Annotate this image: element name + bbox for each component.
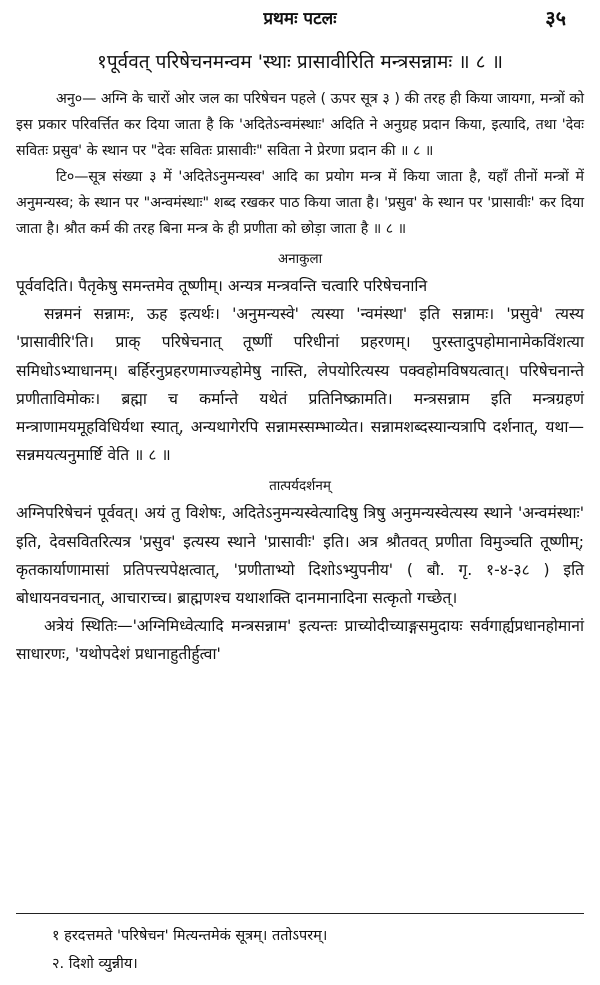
sutra-text: १पूर्ववत् परिषेचनमन्वम 'स्थाः प्रासावीरिति मन्त्रसन्नामः ॥ ८ ॥: [97, 51, 503, 73]
running-header: [16, 4, 584, 34]
hindi-translation: अनु०— अग्नि के चारों ओर जल का परिषेचन पहले ( ऊपर सूत्र ३ ) की तरह ही किया जायगा, मन्त्रों को इस प्रकार परिवर्त्तित कर दिया जाता है कि 'अदितेऽन्वमंस्थाः' अदिति ने अनुग्रह प्रदान किया, इत्यादि, तथा 'देवः सवितः प्रसुव' के स्थान पर "देवः सवितः प्रासावीः" सविता ने प्रेरणा प्रदान की ॥ ८ ॥: [16, 91, 584, 159]
tatparya-heading: तात्पर्यदर्शनम्: [269, 478, 331, 495]
chapter-title: प्रथमः पटलः: [263, 9, 337, 29]
footnotes: [52, 922, 584, 978]
anakula-paragraph-1: पूर्ववदिति। पैतृकेषु समन्तमेव तूष्णीम्। अन्यत्र मन्त्रवन्ति चत्वारि परिषेचनानि: [16, 277, 428, 295]
tatparya-commentary: [16, 499, 584, 668]
hindi-note: टि०—सूत्र संख्या ३ में 'अदितेऽनुमन्यस्व' आदि का प्रयोग मन्त्र में किया जाता है, यहाँ तीनों मन्त्रों में अनुमन्यस्व; के स्थान पर "अन्वमंस्थाः" शब्द रखकर पाठ किया जाता है। 'प्रसुव' के स्थान पर 'प्रासावीः' कर दिया जाता है। श्रौत कर्म की तरह बिना मन्त्र के ही प्रणीता को छोड़ा जाता है ॥ ८ ॥: [16, 169, 584, 237]
footnote-divider: [16, 913, 584, 914]
footnote-2: २. दिशो व्युन्नीय।: [52, 956, 138, 972]
footnote-1: १ हरदत्तमते 'परिषेचन' मित्यन्तमेकं सूत्रम्। ततोऽपरम्।: [52, 928, 328, 944]
tatparya-paragraph-2: अत्रेयं स्थितिः—'अग्निमिध्वेत्यादि मन्त्रसन्नाम' इत्यन्तः प्राच्योदीच्याङ्गसमुदायः सर्वगार्ह्यप्रधानहोमानां साधारणः, 'यथोपदेशं प्रधानाहुतीर्हुत्वा': [16, 617, 584, 664]
anakula-heading: अनाकुला: [277, 251, 323, 267]
hindi-commentary: [16, 86, 584, 242]
anakula-paragraph-2: सन्नमनं सन्नामः, ऊह इत्यर्थः। 'अनुमन्यस्वे' त्यस्या 'न्वमंस्था' इति सन्नामः। 'प्रसुवे' त्यस्य 'प्रासावीरि'ति। प्राक् परिषेचनात् तूष्णीं परिधीनां प्रहरणम्। पुरस्तादुपहोमानामेकविंशत्या समिधोऽभ्याधानम्। बर्हिरनुप्रहरणमाज्यहोमेषु नास्ति, लेपयोरित्यस्य पक्वहोमविषयत्वात्। परिषेचनान्ते प्रणीताविमोकः। ब्रह्मा च कर्मान्ते यथेतं प्रतिनिष्क्रामति। मन्त्रसन्नाम इति मन्त्रग्रहणं मन्त्राणामयमूहविधिर्यथा स्यात्, अन्यथागेरपि सन्नामस्सम्भाव्येत। सन्नामशब्दस्यान्यत्रापि दर्शनात्, यथा—सन्नमयत्यनुमार्ष्टि वेति ॥ ८ ॥: [16, 305, 584, 465]
tatparya-paragraph-1: अग्निपरिषेचनं पूर्ववत्। अयं तु विशेषः, अदितेऽनुमन्यस्वेत्यादिषु त्रिषु अनुमन्यस्वेत्यस्य स्थाने 'अन्वमंस्थाः' इति, देवसवितरित्यत्र 'प्रसुव' इत्यस्य स्थाने 'प्रासावीः' इति। अत्र श्रौतवत् प्रणीता विमुञ्चति तूष्णीम्; कृतकार्याणामासां प्रतिपत्त्यपेक्षत्वात्, 'प्रणीताभ्यो दिशोऽभ्युपनीय' ( बौ. गृ. १-४-३८ ) इति बोधायनवचनात्, आचाराच्च। ब्राह्मणश्च यथाशक्ति दानमानादिना सत्कृतो गच्छेत्।: [16, 504, 584, 608]
anakula-commentary: [16, 272, 584, 469]
page-number: ३५: [545, 6, 566, 30]
